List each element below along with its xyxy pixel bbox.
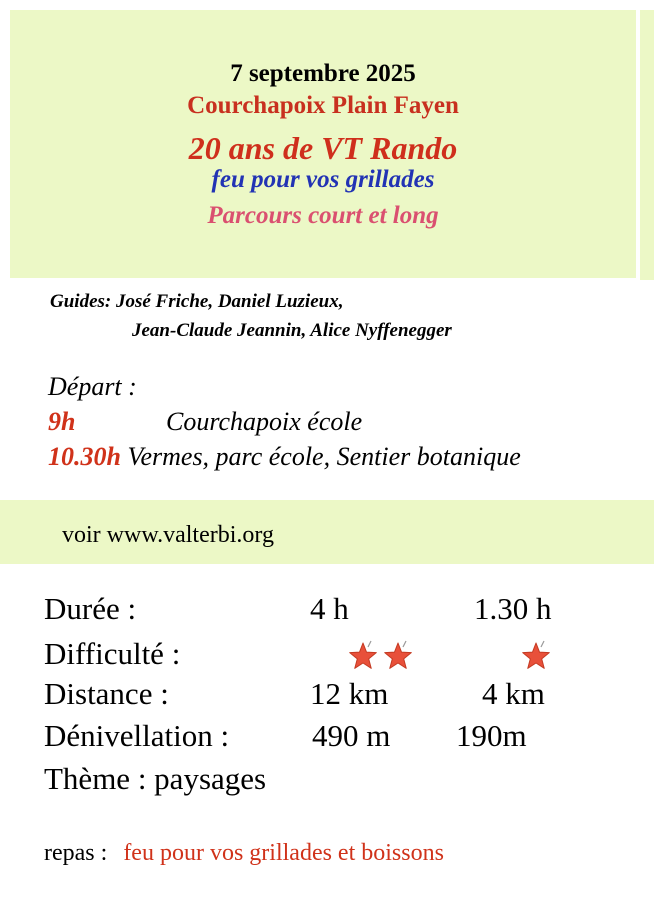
guides-line-2: Jean-Claude Jeannin, Alice Nyffenegger <box>132 320 452 341</box>
distance-label: Distance : <box>44 676 169 711</box>
distance-short: 4 km <box>482 676 545 711</box>
event-route-note: Parcours court et long <box>207 202 439 229</box>
duration-long: 4 h <box>310 591 349 626</box>
departure-time: 9h <box>48 407 76 436</box>
elevation-label: Dénivellation : <box>44 718 230 753</box>
meal-label: repas : <box>44 840 108 866</box>
elevation-long: 490 m <box>312 718 391 753</box>
departure-place: Vermes, parc école, Sentier botanique <box>127 442 521 471</box>
website-link[interactable]: voir www.valterbi.org <box>62 522 274 548</box>
guides-line-1: Guides: José Friche, Daniel Luzieux, <box>50 291 344 312</box>
distance-long: 12 km <box>310 676 389 711</box>
star-icon <box>382 640 414 672</box>
star-icon <box>347 640 379 672</box>
meal-value: feu pour vos grillades et boissons <box>123 840 444 866</box>
event-fire-note: feu pour vos grillades <box>211 166 435 193</box>
departure-label: Départ : <box>48 372 137 401</box>
event-date: 7 septembre 2025 <box>230 60 416 87</box>
elevation-short: 190m <box>456 718 527 753</box>
event-title: 20 ans de VT Rando <box>188 130 458 166</box>
theme-text: Thème : paysages <box>44 761 267 796</box>
departure-row <box>48 442 521 472</box>
event-place: Courchapoix Plain Fayen <box>187 92 459 119</box>
page-edge-decoration <box>640 10 654 280</box>
star-icon <box>520 640 552 672</box>
departure-row <box>48 407 363 437</box>
duration-label: Durée : <box>44 591 137 626</box>
meal-row <box>44 840 444 867</box>
difficulty-label: Difficulté : <box>44 636 181 671</box>
duration-short: 1.30 h <box>474 591 552 626</box>
departure-time: 10.30h <box>48 442 121 471</box>
event-header <box>10 10 636 278</box>
departure-place: Courchapoix école <box>166 407 363 436</box>
